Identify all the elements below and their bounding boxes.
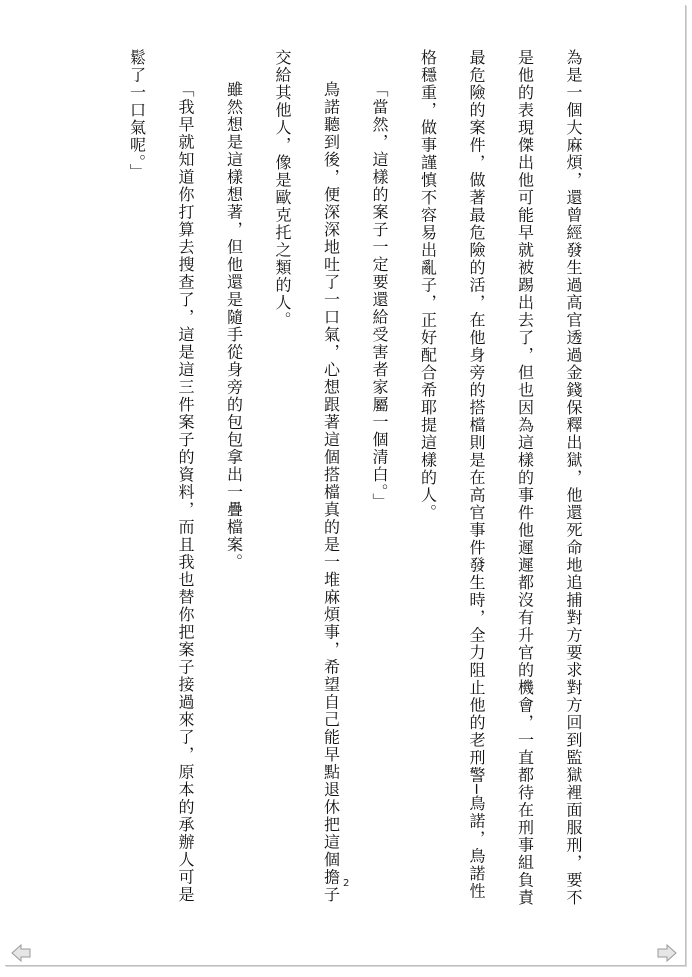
previous-page-button[interactable] bbox=[10, 942, 32, 964]
arrow-left-icon bbox=[10, 942, 32, 964]
vertical-text-body bbox=[112, 49, 597, 909]
next-page-button[interactable] bbox=[656, 942, 678, 964]
paragraph-1: 為是一個大麻煩，還曾經發生過高官透過金錢保釋出獄，他還死命地追捕對方要求對方回到監獄裡面服刑，要不是他的表現傑出他可能早就被踢出去了，但也因為這樣的事件他遲遲都沒有升官的機會，一直都待在刑事組負責最危險的案件，做著最危險的活，在他身旁的搭檔則是在高官事件發生時，全力阻止他的老刑警─鳥諾，鳥諾性格穩重，做事謹慎不容易出亂子，正好配合希耶提這樣的人。 bbox=[418, 49, 583, 907]
paragraph-3: 鳥諾聽到後，便深深地吐了一口氣，心想跟著這個搭檔真的是一堆麻煩事，希望自己能早點退休把這個擔子交給其他人，像是歐克托之類的人。 bbox=[273, 49, 341, 904]
arrow-right-icon bbox=[656, 942, 678, 964]
paragraph-2: 「當然，這樣的案子一定要還給受害者家屬一個清白。」 bbox=[370, 81, 389, 511]
paragraph-5: 「我早就知道你打算去搜查了，這是這三件案子的資料，而且我也替你把案子接過來了，原本的承辦人可是鬆了一口氣呢。」 bbox=[127, 49, 195, 904]
paragraph-4: 雖然想是這樣想著，但他還是隨手從身旁的包包拿出一疊檔案。 bbox=[224, 81, 244, 571]
document-page bbox=[5, 5, 686, 966]
page-number: 2 bbox=[343, 878, 350, 889]
